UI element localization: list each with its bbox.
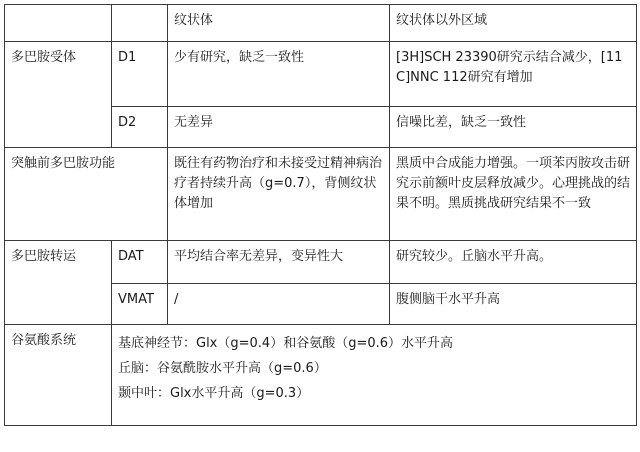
header-cell-empty-2 <box>112 5 168 42</box>
row-label-presynaptic: 突触前多巴胺功能 <box>5 148 168 241</box>
sub-label-dat: DAT <box>112 241 168 284</box>
row-label-dopamine-receptor: 多巴胺受体 <box>5 42 112 148</box>
cell-presynaptic-outside: 黑质中合成能力增强。一项苯丙胺攻击研究示前额叶皮层释放减少。心理挑战的结果不明。黑质挑战研究结果不一致 <box>390 148 637 241</box>
row-label-dopamine-transport: 多巴胺转运 <box>5 241 112 325</box>
table-row <box>5 148 637 241</box>
cell-vmat-striatum: / <box>168 284 390 325</box>
glutamate-line-medial-temporal: 颞中叶：Glx水平升高（g=0.3） <box>118 386 310 401</box>
header-cell-empty-1 <box>5 5 112 42</box>
table-row <box>5 241 637 284</box>
sub-label-d1: D1 <box>112 42 168 107</box>
row-label-glutamate: 谷氨酸系统 <box>5 325 112 426</box>
glutamate-line-thalamus: 丘脑：谷氨酰胺水平升高（g=0.6） <box>118 361 327 376</box>
cell-vmat-outside: 腹侧脑干水平升高 <box>390 284 637 325</box>
cell-glutamate-findings <box>112 325 637 426</box>
cell-dat-outside: 研究较少。丘脑水平升高。 <box>390 241 637 284</box>
header-row <box>5 5 637 42</box>
cell-dat-striatum: 平均结合率无差异，变异性大 <box>168 241 390 284</box>
table-row <box>5 42 637 107</box>
cell-d1-striatum: 少有研究，缺乏一致性 <box>168 42 390 107</box>
cell-d1-outside: [3H]SCH 23390研究示结合减少，[11C]NNC 112研究有增加 <box>390 42 637 107</box>
glutamate-line-basal-ganglia: 基底神经节：Glx（g=0.4）和谷氨酸（g=0.6）水平升高 <box>118 336 454 351</box>
sub-label-d2: D2 <box>112 107 168 148</box>
cell-d2-striatum: 无差异 <box>168 107 390 148</box>
cell-d2-outside: 信噪比差，缺乏一致性 <box>390 107 637 148</box>
table-row <box>5 325 637 426</box>
sub-label-vmat: VMAT <box>112 284 168 325</box>
cell-presynaptic-striatum: 既往有药物治疗和未接受过精神病治疗者持续升高（g=0.7），背侧纹状体增加 <box>168 148 390 241</box>
comparison-table <box>4 4 637 426</box>
header-cell-striatum: 纹状体 <box>168 5 390 42</box>
header-cell-outside-striatum: 纹状体以外区域 <box>390 5 637 42</box>
